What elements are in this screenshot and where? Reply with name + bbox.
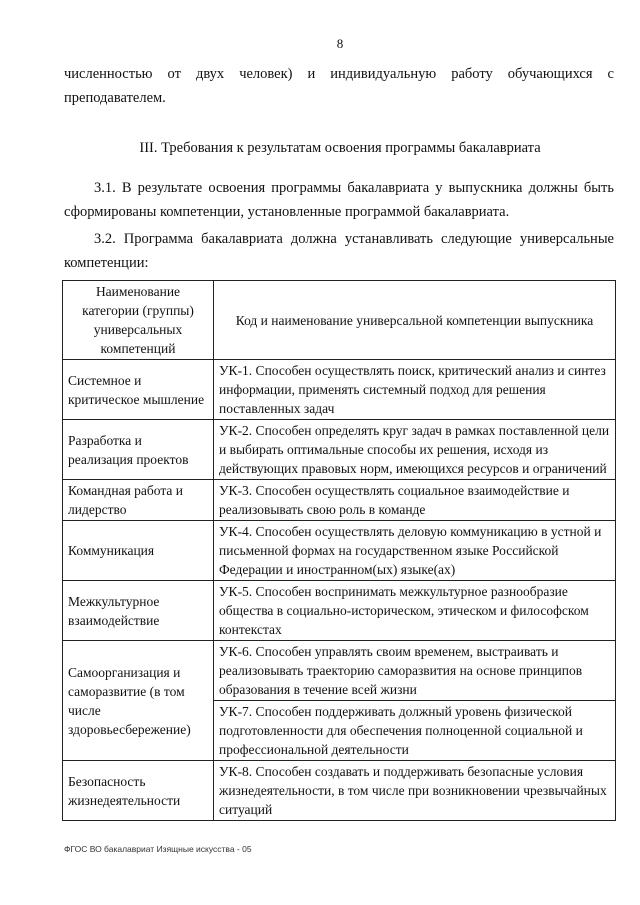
competency-cell: УК-5. Способен воспринимать межкультурное разнообразие общества в социально-историческом, этическом и философском контекстах — [214, 581, 616, 641]
header-code: Код и наименование универсальной компетенции выпускника — [214, 281, 616, 360]
competency-cell: УК-4. Способен осуществлять деловую коммуникацию в устной и письменной формах на государственном языке Российской Федерации и иностранном(ых) языке(ах) — [214, 521, 616, 581]
table-header-row — [63, 281, 616, 360]
category-cell: Коммуникация — [63, 521, 214, 581]
category-cell: Системное и критическое мышление — [63, 360, 214, 420]
table-row — [63, 360, 616, 420]
category-cell: Безопасность жизнедеятельности — [63, 761, 214, 821]
competency-cell: УК-3. Способен осуществлять социальное взаимодействие и реализовывать свою роль в команде — [214, 480, 616, 521]
paragraph-3-1: 3.1. В результате освоения программы бакалавриата у выпускника должны быть сформированы компетенции, установленные программой бакалавриата. — [64, 180, 614, 220]
competency-cell: УК-8. Способен создавать и поддерживать безопасные условия жизнедеятельности, в том числе при возникновении чрезвычайных ситуаций — [214, 761, 616, 821]
paragraph-continuation: численностью от двух человек) и индивидуальную работу обучающихся с преподавателем. — [64, 66, 614, 106]
section-heading: III. Требования к результатам освоения программы бакалавриата — [139, 140, 541, 156]
table-row — [63, 521, 616, 581]
competency-cell: УК-1. Способен осуществлять поиск, критический анализ и синтез информации, применять системный подход для решения поставленных задач — [214, 360, 616, 420]
document-footer: ФГОС ВО бакалавриат Изящные искусства - 05 — [64, 844, 252, 854]
paragraph-3-2: 3.2. Программа бакалавриата должна устанавливать следующие универсальные компетенции: — [64, 231, 614, 271]
competency-cell: УК-2. Способен определять круг задач в рамках поставленной цели и выбирать оптимальные способы их решения, исходя из действующих правовых норм, имеющихся ресурсов и ограничений — [214, 420, 616, 480]
page-number: 8 — [336, 36, 344, 51]
header-category: Наименование категории (группы) универсальных компетенций — [63, 281, 214, 360]
competency-cell: УК-6. Способен управлять своим временем, выстраивать и реализовывать траекторию саморазвития на основе принципов образования в течение всей жизни — [214, 641, 616, 701]
category-cell: Командная работа и лидерство — [63, 480, 214, 521]
category-cell: Самоорганизация и саморазвитие (в том числе здоровьесбережение) — [63, 641, 214, 761]
category-cell: Межкультурное взаимодействие — [63, 581, 214, 641]
table-row — [63, 641, 616, 701]
table-row — [63, 420, 616, 480]
table-row — [63, 581, 616, 641]
competencies-table — [62, 280, 616, 821]
table-row — [63, 761, 616, 821]
table-row — [63, 480, 616, 521]
category-cell: Разработка и реализация проектов — [63, 420, 214, 480]
competency-cell: УК-7. Способен поддерживать должный уровень физической подготовленности для обеспечения полноценной социальной и профессиональной деятельности — [214, 701, 616, 761]
